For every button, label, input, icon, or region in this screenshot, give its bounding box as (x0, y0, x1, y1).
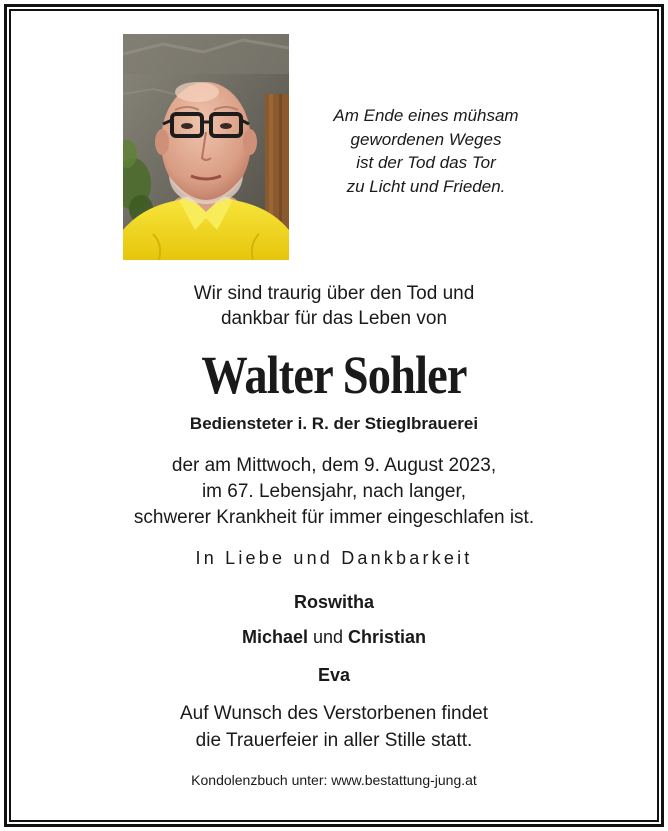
motto: In Liebe und Dankbarkeit (195, 548, 473, 568)
verse-line: ist der Tod das Tor (356, 153, 496, 172)
death-details (0, 453, 668, 531)
condolence-book-link[interactable]: Kondolenzbuch unter: www.bestattung-jung.at (191, 772, 477, 788)
details-line: schwerer Krankheit für immer eingeschlafen ist. (133, 507, 535, 528)
family-member: Eva (317, 665, 351, 685)
closing-line: Auf Wunsch des Verstorbenen findet (179, 703, 489, 724)
deceased-name: Walter Sohler (201, 345, 467, 405)
family-member: Michael (241, 627, 308, 647)
portrait-photo (123, 34, 289, 260)
intro-line: Wir sind traurig über den Tod und (193, 283, 475, 304)
family-member: Roswitha (293, 592, 374, 612)
family-member: Christian (348, 627, 427, 647)
closing-line: die Trauerfeier in aller Stille statt. (195, 730, 473, 751)
intro-line: dankbar für das Leben von (220, 308, 448, 329)
funeral-notice (0, 700, 668, 754)
verse-line: Am Ende eines mühsam (333, 106, 519, 125)
verse-line: zu Licht und Frieden. (346, 176, 506, 196)
family-members-line (0, 625, 668, 649)
verse-line: gewordenen Weges (350, 129, 502, 149)
intro-text (0, 281, 668, 331)
portrait-illustration (123, 34, 289, 260)
deceased-occupation: Bediensteter i. R. der Stieglbrauerei (189, 414, 479, 433)
family-joiner: und (307, 627, 349, 647)
memorial-verse (302, 104, 550, 198)
details-line: der am Mittwoch, dem 9. August 2023, (171, 455, 497, 476)
details-line: im 67. Lebensjahr, nach langer, (201, 481, 467, 502)
